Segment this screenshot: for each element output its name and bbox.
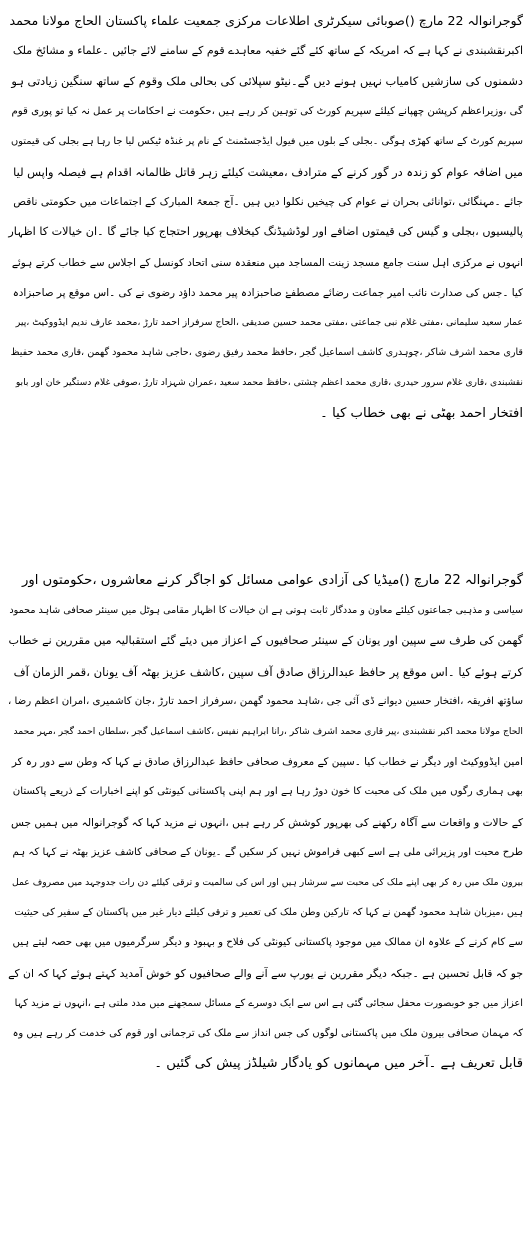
article-2-line-6: الحاج مولانا محمد اکبر نقشبندی ،پیر قاری محمد اشرف شاکر ،رانا ابراہیم نفیس ،کاشف اسماعیل گجر ،سلطان احمد گجر ،مہر محمد (13, 726, 523, 738)
article-1-dateline: گوجرانوالہ 22 مارچ ( (409, 13, 523, 28)
article-1-line-2: اکبرنقشبندی نے کہا ہے کہ امریکہ کے ساتھ کئے گئے خفیہ معاہدے قوم کے سامنے لائے جائیں ۔علماء و مشائخ ملک (12, 44, 523, 58)
article-1-line-8: پالیسیوں ،بجلی و گیس کی قیمتوں اضافے اور لوڈشیڈنگ کیخلاف بھرپور احتجاج کیا جائے گا ۔ان خیالات کا اظہار (8, 225, 523, 239)
article-2-line-14: جو کہ قابل تحسین ہے ۔جبکہ دیگر مقررین نے یورپ سے آنے والے صحافیوں کو خوش آمدید کہتے ہوئے کہا کہ ان کے (8, 966, 523, 980)
article-2-line-11: بیرون ملک میں رہ کر بھی اپنے ملک کی محبت سے سرشار ہیں اور اس کی سالمیت و ترقی کیلئے دن رات جدوجہد میں مصروف عمل (12, 877, 523, 889)
article-2-dateline: گوجرانوالہ 22 مارچ ( (404, 573, 523, 588)
article-2-line-9: کے حالات و واقعات سے آگاہ رکھنے کی بھرپور کوشش کر رہے ہیں ،انہوں نے مزید کہا کہ گوجرانوالہ میں ہمیں جس (10, 816, 523, 829)
article-1-line-1: گوجرانوالہ 22 مارچ ()صوبائی سیکرٹری اطلاعات مرکزی جمعیت علماء پاکستان الحاج مولانا محمد (9, 13, 523, 28)
article-2-line-16: کہ مہمان صحافی بیرون ملک میں پاکستانی لوگوں کی جس انداز سے ملک کی ترجمانی اور قوم کی خدمت کر رہے ہیں وہ (12, 1028, 523, 1040)
article-1-line-4: گی ،وزیراعظم کرپشن چھپانے کیلئے سپریم کورٹ کی توہین کر رہے ہیں ،حکومت نے احکامات پر عمل نہ کیا تو پوری قوم (11, 105, 523, 117)
article-1-line-10: کیا ۔جس کی صدارت نائب امیر جماعت رضائے مصطفےٰ صاحبزادہ پیر محمد داؤد رضوی نے کی ۔اس موقع پر صاحبزادہ (12, 286, 523, 299)
article-2-line-17: قابل تعریف ہے ۔آخر میں مہمانوں کو یادگار شیلڈز پیش کی گئیں ۔ (154, 1056, 523, 1072)
article-1-line-3: دشمنوں کی سازشیں کامیاب نہیں ہونے دیں گے۔نیٹو سپلائی کی بحالی ملک وقوم کے ساتھ سنگین زیادتی ہو (11, 74, 523, 89)
article-1-line-7: جائے ۔مہنگائی ،توانائی بحران نے عوام کی چیخیں نکلوا دیں ہیں ۔آج جمعۃ المبارک کے اجتماعات میں حکومتی ناقص (13, 196, 523, 209)
article-2-line-5: ساؤتھ افریقہ ،افتخار حسین دیوانے ڈی آئی جی ،شاہد محمود گھمن ،سرفراز احمد تارڑ ،جان کاشمیری ،امران اعظم رضا ، (8, 695, 523, 707)
article-1-line-11: عمار سعید سلیمانی ،مفتی غلام نبی جماعتی ،مفتی محمد حسین صدیقی ،الحاج سرفراز احمد تارڑ ،محمد عارف ندیم ایڈووکیٹ ،پیر (15, 317, 523, 329)
news-article-2 (6, 566, 523, 1079)
article-2-line-13: سے کام کرنے کے علاوہ ان ممالک میں موجود پاکستانی کیونٹی کی فلاح و بہبود و دیگر سرگرمیوں میں بھی حصہ لیتے ہیں (12, 937, 523, 949)
article-2-line-2: سیاسی و مذہبی جماعتوں کیلئے معاون و مددگار ثابت ہوتی ہے ان خیالات کا اظہار مقامی ہوٹل میں سینئر صحافی شاہد محمود (9, 605, 523, 617)
article-2-line-12: ہیں ،میزبان شاہد محمود گھمن نے کہا کہ تارکین وطن ملک کی تعمیر و ترقی کیلئے دیار غیر میں پاکستان کے سفیر کی حیثیت (14, 907, 523, 919)
article-1-line-9: انہوں نے مرکزی اہل سنت جامع مسجد زینت المساجد میں منعقدہ سنی اتحاد کونسل کے اجلاس سے خطاب کرتے ہوئے (11, 256, 523, 269)
article-2-line-10: طرح محبت اور پزیرائی ملی ہے اسے کبھی فراموش نہیں کر سکیں گے ۔یونان کے صحافی کاشف عزیز بھٹہ نے کہا کہ ہم (12, 846, 523, 858)
article-1-line-6: میں اضافہ عوام کو زندہ در گور کرنے کے مترادف ،معیشت کیلئے زہر قاتل ظالمانہ اقدام ہے فیصلہ واپس لیا (13, 165, 523, 180)
article-1-line-13: نقشبندی ،قاری غلام سرور حیدری ،قاری محمد اعظم چشتی ،حافظ محمد سعید ،عمران شہزاد تارڑ ،صوفی غلام دستگیر خان اور بابو (15, 377, 523, 389)
article-2-line-3: گھمن کی طرف سے سپین اور یونان کے سینئر صحافیوں کے اعزاز میں دیئے گئے استقبالیہ میں مقررین نے خطاب (8, 634, 523, 648)
article-1-line-14: افتخار احمد بھٹی نے بھی خطاب کیا ۔ (320, 405, 523, 421)
article-2-line-8: بھی ہماری رگوں میں ملک کی محبت کا خون دوڑ رہا ہے اور ہم اپنی پاکستانی کیونٹی کو اپنے اخبارات کے ذریعے پاکستان (12, 786, 523, 798)
article-1-line-12: قاری محمد اشرف شاکر ،چوہدری کاشف اسماعیل گجر ،حافظ محمد رفیق رضوی ،حاجی شاہد محمود گھمن ،قاری محمد حفیظ (10, 347, 523, 359)
article-2-line-7: امین ایڈووکیٹ اور دیگر نے خطاب کیا ۔سپین کے معروف صحافی حافظ عبدالرزاق صادق نے کہا کہ وطن سے دور رہ کر (11, 756, 523, 769)
article-2-line-15: اعزاز میں جو خوبصورت محفل سجائی گئی ہے اس سے ایک دوسرے کے مسائل سمجھنے میں مدد ملتی ہے ،انہوں نے مزید کہا (14, 997, 523, 1009)
news-article-1 (6, 6, 523, 429)
article-2-line-1: گوجرانوالہ 22 مارچ ()میڈیا کی آزادی عوامی مسائل کو اجاگر کرنے معاشروں ،حکومتوں اور (21, 573, 523, 588)
article-2-line-4: کرتے ہوئے کیا ۔اس موقع پر حافظ عبدالرزاق صادق آف سپین ،کاشف عزیز بھٹہ آف یونان ،قمر الزمان آف (13, 664, 523, 679)
article-1-line-5: سپریم کورٹ کے ساتھ کھڑی ہوگی ۔بجلی کے بلوں میں فیول ایڈجسٹمنٹ کے نام پر غنڈہ ٹیکس لیا جا رہا ہے بجلی کی قیمتوں (11, 135, 523, 147)
